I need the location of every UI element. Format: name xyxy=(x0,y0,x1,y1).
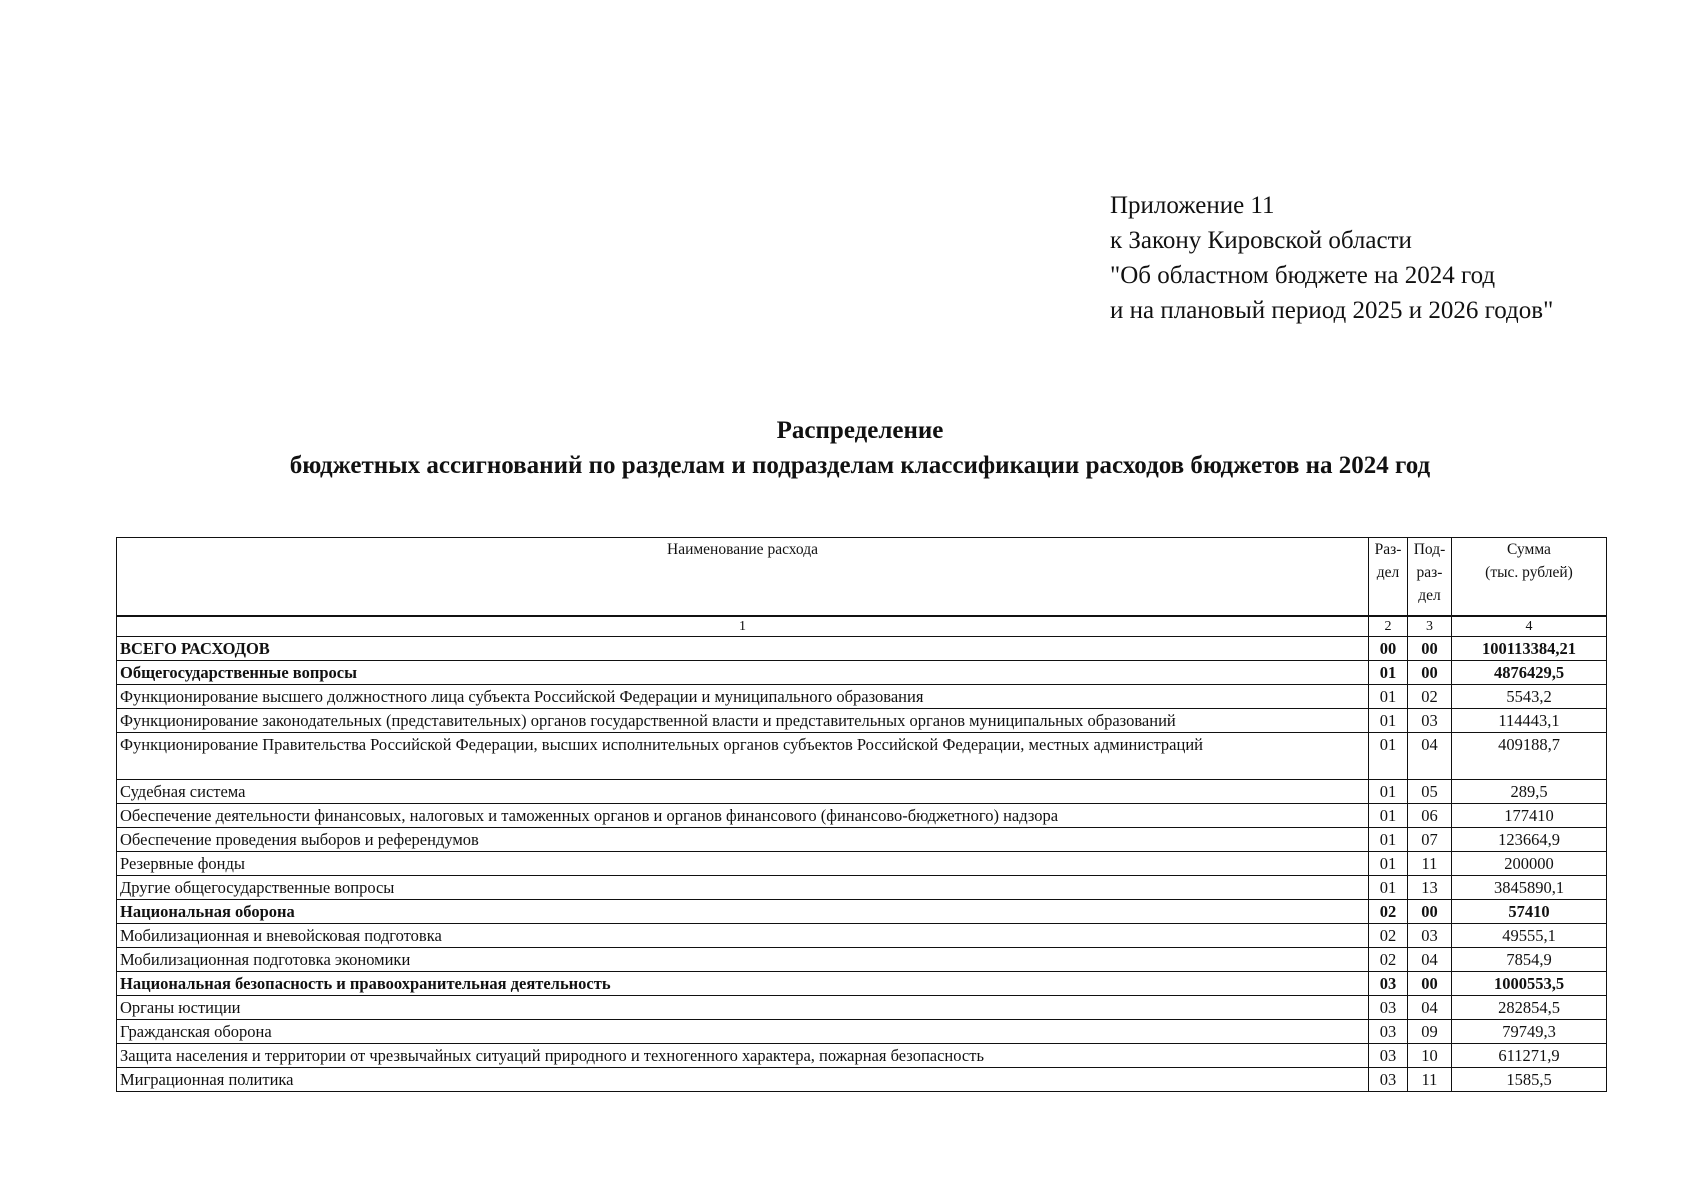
row-section-cell: 01 xyxy=(1369,709,1408,733)
header-section-line-1: Раз- xyxy=(1374,541,1402,558)
row-name-cell: Миграционная политика xyxy=(117,1068,1369,1092)
budget-table xyxy=(116,537,1607,1092)
row-name-cell: Мобилизационная и вневойсковая подготовка xyxy=(117,924,1369,948)
row-subsection-cell: 11 xyxy=(1408,852,1452,876)
row-subsection-cell: 13 xyxy=(1408,876,1452,900)
row-subsection-cell: 06 xyxy=(1408,804,1452,828)
header-amount-line-1: Сумма xyxy=(1507,541,1551,558)
row-subsection-cell: 00 xyxy=(1408,972,1452,996)
row-section-cell: 01 xyxy=(1369,661,1408,685)
row-name-cell: Резервные фонды xyxy=(117,852,1369,876)
row-name-cell: Функционирование законодательных (представительных) органов государственной власти и представительных органов муниципальных образований xyxy=(117,709,1369,733)
row-name-cell: ВСЕГО РАСХОДОВ xyxy=(117,637,1369,661)
row-subsection-cell: 07 xyxy=(1408,828,1452,852)
row-name-cell: Национальная безопасность и правоохранительная деятельность xyxy=(117,972,1369,996)
row-name-cell: Общегосударственные вопросы xyxy=(117,661,1369,685)
table-row xyxy=(117,996,1607,1020)
header-name: Наименование расхода xyxy=(117,538,1369,617)
row-name-cell: Функционирование высшего должностного лица субъекта Российской Федерации и муниципального образования xyxy=(117,685,1369,709)
row-amount-cell: 289,5 xyxy=(1452,780,1607,804)
table-row xyxy=(117,733,1607,780)
row-subsection-cell: 00 xyxy=(1408,900,1452,924)
row-subsection-cell: 11 xyxy=(1408,1068,1452,1092)
column-number: 2 xyxy=(1369,616,1408,637)
appendix-line-3: "Об областном бюджете на 2024 год xyxy=(1110,262,1496,289)
appendix-line-2: к Закону Кировской области xyxy=(1110,227,1412,254)
table-row xyxy=(117,900,1607,924)
header-section-line-2: дел xyxy=(1376,564,1400,581)
column-number-row xyxy=(117,616,1607,637)
row-subsection-cell: 05 xyxy=(1408,780,1452,804)
table-row xyxy=(117,637,1607,661)
appendix-line-4: и на плановый период 2025 и 2026 годов" xyxy=(1110,297,1554,324)
row-section-cell: 03 xyxy=(1369,972,1408,996)
row-amount-cell: 177410 xyxy=(1452,804,1607,828)
row-subsection-cell: 03 xyxy=(1408,924,1452,948)
table-row xyxy=(117,972,1607,996)
row-name-cell: Национальная оборона xyxy=(117,900,1369,924)
table-header-row xyxy=(117,538,1607,617)
row-section-cell: 03 xyxy=(1369,996,1408,1020)
row-section-cell: 01 xyxy=(1369,828,1408,852)
row-amount-cell: 282854,5 xyxy=(1452,996,1607,1020)
row-section-cell: 02 xyxy=(1369,900,1408,924)
row-subsection-cell: 00 xyxy=(1408,661,1452,685)
row-amount-cell: 4876429,5 xyxy=(1452,661,1607,685)
table-row xyxy=(117,804,1607,828)
row-subsection-cell: 03 xyxy=(1408,709,1452,733)
row-subsection-cell: 02 xyxy=(1408,685,1452,709)
row-amount-cell: 1585,5 xyxy=(1452,1068,1607,1092)
row-name-cell: Органы юстиции xyxy=(117,996,1369,1020)
row-section-cell: 02 xyxy=(1369,924,1408,948)
header-subsection-line-1: Под- xyxy=(1413,541,1446,558)
row-amount-cell: 79749,3 xyxy=(1452,1020,1607,1044)
row-amount-cell: 100113384,21 xyxy=(1452,637,1607,661)
table-row xyxy=(117,876,1607,900)
row-name-cell: Другие общегосударственные вопросы xyxy=(117,876,1369,900)
column-number: 1 xyxy=(117,616,1369,637)
row-name-cell: Судебная система xyxy=(117,780,1369,804)
table-row xyxy=(117,852,1607,876)
table-row xyxy=(117,709,1607,733)
row-section-cell: 02 xyxy=(1369,948,1408,972)
row-amount-cell: 5543,2 xyxy=(1452,685,1607,709)
row-amount-cell: 57410 xyxy=(1452,900,1607,924)
row-section-cell: 01 xyxy=(1369,804,1408,828)
row-subsection-cell: 04 xyxy=(1408,948,1452,972)
row-amount-cell: 3845890,1 xyxy=(1452,876,1607,900)
row-name-cell: Обеспечение деятельности финансовых, налоговых и таможенных органов и органов финансового (финансово-бюджетного) надзора xyxy=(117,804,1369,828)
table-row xyxy=(117,948,1607,972)
row-name-cell: Защита населения и территории от чрезвычайных ситуаций природного и техногенного характера, пожарная безопасность xyxy=(117,1044,1369,1068)
table-row xyxy=(117,1044,1607,1068)
row-amount-cell: 409188,7 xyxy=(1452,733,1607,780)
header-section xyxy=(1369,538,1408,617)
table-row xyxy=(117,924,1607,948)
appendix-line-1: Приложение 11 xyxy=(1110,192,1275,219)
row-subsection-cell: 10 xyxy=(1408,1044,1452,1068)
row-amount-cell: 611271,9 xyxy=(1452,1044,1607,1068)
column-number: 3 xyxy=(1408,616,1452,637)
row-section-cell: 01 xyxy=(1369,733,1408,780)
header-subsection-line-3: дел xyxy=(1418,587,1441,604)
row-name-cell: Мобилизационная подготовка экономики xyxy=(117,948,1369,972)
row-section-cell: 03 xyxy=(1369,1020,1408,1044)
row-section-cell: 03 xyxy=(1369,1068,1408,1092)
table-row xyxy=(117,780,1607,804)
appendix-note xyxy=(1110,188,1553,328)
row-section-cell: 01 xyxy=(1369,852,1408,876)
table-row xyxy=(117,685,1607,709)
row-section-cell: 00 xyxy=(1369,637,1408,661)
table-body xyxy=(117,637,1607,1092)
row-amount-cell: 7854,9 xyxy=(1452,948,1607,972)
row-section-cell: 01 xyxy=(1369,876,1408,900)
row-amount-cell: 200000 xyxy=(1452,852,1607,876)
header-amount xyxy=(1452,538,1607,617)
header-subsection-line-2: раз- xyxy=(1416,564,1443,581)
row-subsection-cell: 04 xyxy=(1408,733,1452,780)
table-row xyxy=(117,828,1607,852)
column-number: 4 xyxy=(1452,616,1607,637)
table-row xyxy=(117,661,1607,685)
row-subsection-cell: 09 xyxy=(1408,1020,1452,1044)
document-title xyxy=(0,413,1700,483)
row-name-cell: Функционирование Правительства Российской Федерации, высших исполнительных органов субъектов Российской Федерации, местных администраций xyxy=(117,733,1369,780)
row-amount-cell: 123664,9 xyxy=(1452,828,1607,852)
row-amount-cell: 1000553,5 xyxy=(1452,972,1607,996)
title-line-2: бюджетных ассигнований по разделам и подразделам классификации расходов бюджетов на 2024 год xyxy=(289,452,1431,479)
row-amount-cell: 114443,1 xyxy=(1452,709,1607,733)
row-section-cell: 01 xyxy=(1369,780,1408,804)
header-amount-line-2: (тыс. рублей) xyxy=(1485,564,1573,581)
row-subsection-cell: 04 xyxy=(1408,996,1452,1020)
row-subsection-cell: 00 xyxy=(1408,637,1452,661)
row-section-cell: 01 xyxy=(1369,685,1408,709)
row-section-cell: 03 xyxy=(1369,1044,1408,1068)
row-amount-cell: 49555,1 xyxy=(1452,924,1607,948)
table-row xyxy=(117,1020,1607,1044)
title-line-1: Распределение xyxy=(776,417,944,444)
row-name-cell: Гражданская оборона xyxy=(117,1020,1369,1044)
header-subsection xyxy=(1408,538,1452,617)
table-row xyxy=(117,1068,1607,1092)
row-name-cell: Обеспечение проведения выборов и референдумов xyxy=(117,828,1369,852)
